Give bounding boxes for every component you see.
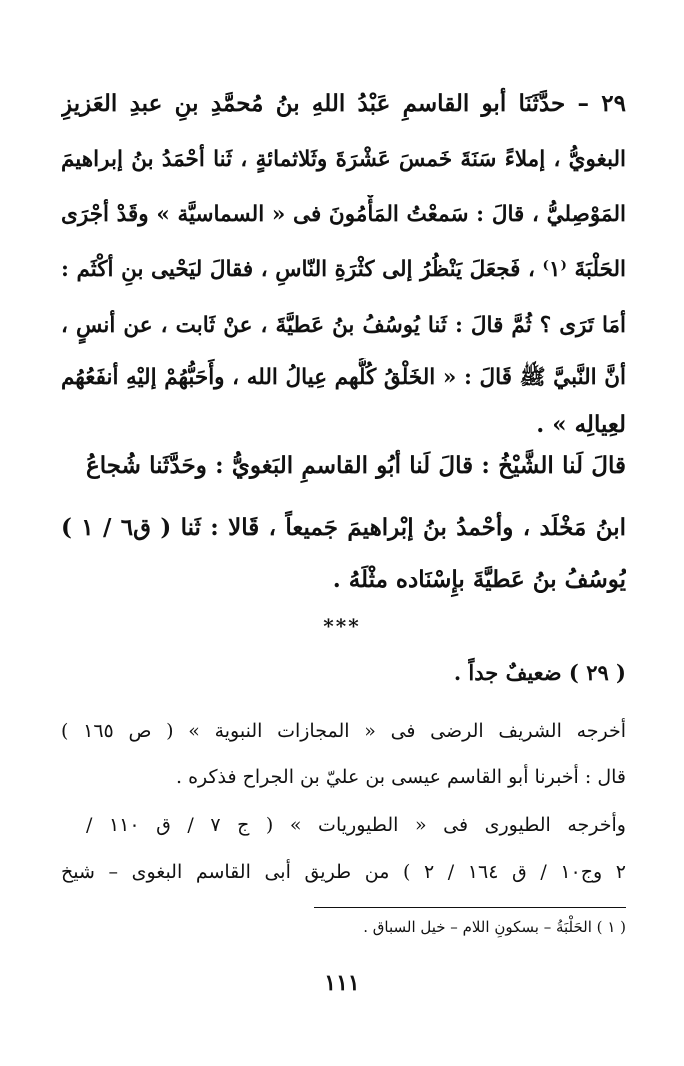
hadith-line: البغويُّ ، إملاءً سَنَةَ خَمسَ عَشْرَةَ وثَلاثمائةٍ ، ثَنا أحْمَدُ بنُ إبراهيمَ (61, 147, 626, 172)
page-number: ١١١ (324, 970, 360, 996)
note-line: ٢ وج١٠ / ق ١٦٤ / ٢ ) من طريق أبى القاسم البغوى – شيخ (61, 861, 626, 883)
grading-heading: ( ٢٩ ) ضعيفٌ جداً . (453, 660, 626, 685)
footnote-divider (314, 907, 626, 908)
note-line: وأخرجه الطيورى فى « الطيوريات » ( ج ٧ / ق ١١٠ / (86, 814, 626, 836)
footnote: ( ١ ) الحَلْبَةُ – بسكونِ اللام – خيل السباق . (363, 918, 626, 936)
hadith-line: ٢٩ – حدَّثَنَا أبو القاسمِ عَبْدُ اللهِ بنُ مُحمَّدِ بنِ عبدِ العَزيزِ (61, 90, 626, 117)
hadith-line: أمَا تَرَى ؟ ثُمَّ قالَ : ثَنا يُوسُفُ بنُ عَطيَّةَ ، عنْ ثَابت ، عن أنسٍ ، (61, 313, 626, 338)
chain-line: قالَ لَنا الشَّيْخُ : قالَ لَنا أبُو القاسمِ البَغويُّ : وحَدَّثَنا شُجاعُ (86, 452, 626, 479)
chain-line: ابنُ مَخْلَد ، وأحْمدُ بنُ إبْراهيمَ جَميعاً ، قَالا : ثَنا ( ق٦ / ١ ) (61, 514, 626, 541)
note-line: أخرجه الشريف الرضى فى « المجازات النبوية » ( ص ١٦٥ ) (61, 720, 626, 742)
hadith-line: أنَّ النَّبيَّ ﷺ قَالَ : « الخَلْقُ كُلُّهم عِيالُ الله ، وأَحَبُّهُمْ إليْهِ أنفَعُهُم (61, 365, 626, 390)
hadith-line: المَوْصِليُّ ، قالَ : سَمعْتُ المَأْمُونَ فى « السماسيَّة » وقَدْ أجْرَى (61, 202, 626, 227)
section-separator: *** (323, 614, 361, 638)
hadith-line: لعِيالِه » . (536, 411, 626, 438)
note-line: قال : أخبرنا أبو القاسم عيسى بن عليّ بن الجراح فذكره . (175, 766, 626, 788)
chain-line: يُوسُفُ بنُ عَطيَّةَ بإِسْنَاده مثْلَهُ . (332, 566, 626, 593)
hadith-line: الحَلْبَةَ ⁽١⁾ ، فَجعَلَ يَنْظُرُ إلى كثْرَةِ النّاسِ ، فقالَ ليَحْيى بنِ أكْثَم : (61, 257, 626, 282)
